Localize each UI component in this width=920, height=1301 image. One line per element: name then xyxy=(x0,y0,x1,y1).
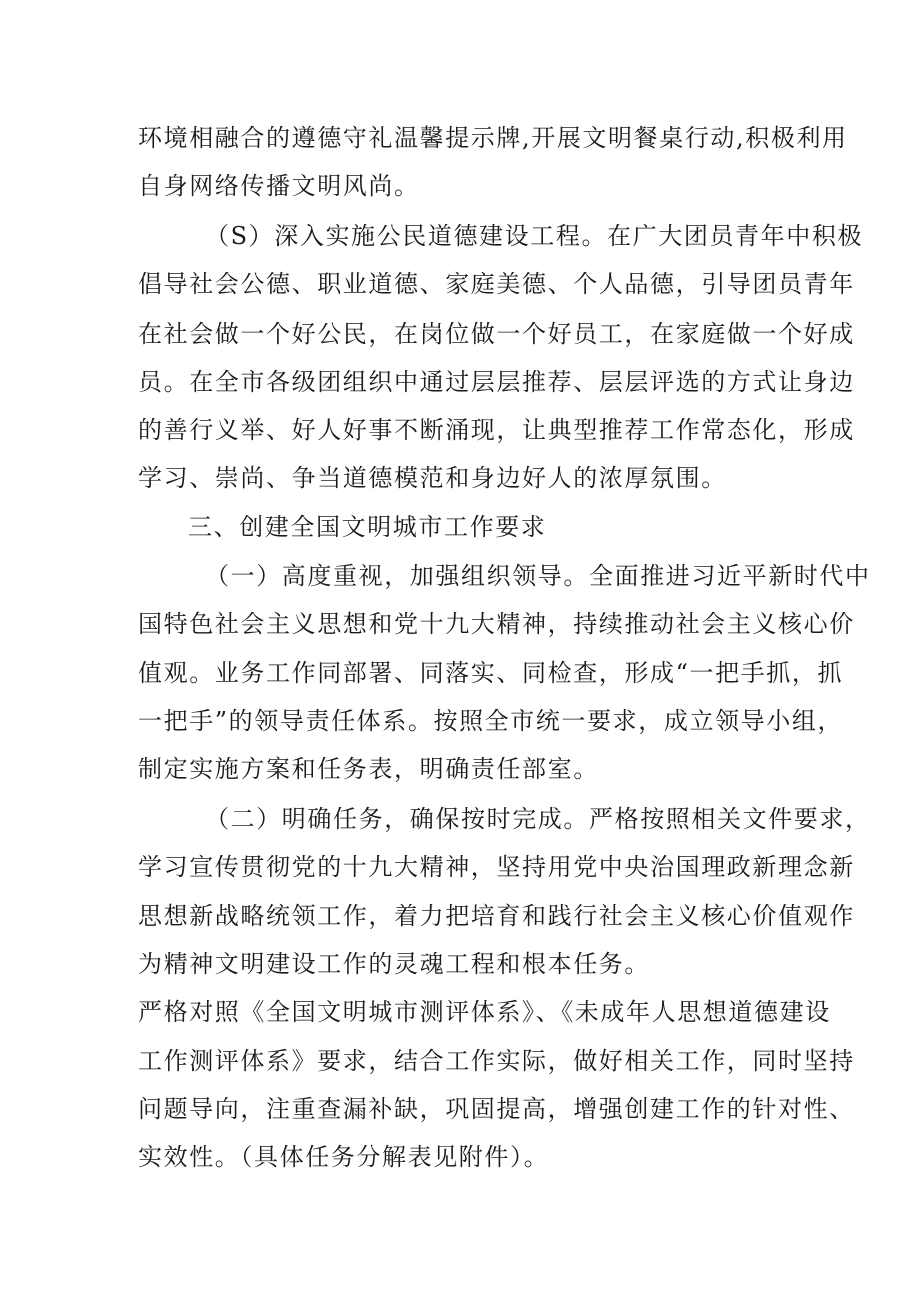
text-line-14: 制定实施方案和任务表，明确责任部室。 xyxy=(138,755,599,783)
text-line-8: 学习、崇尚、争当道德模范和身边好人的浓厚氛围。 xyxy=(138,464,727,492)
text-line-17: 思想新战略统领工作，着力把培育和践行社会主义核心价值观作 xyxy=(138,902,855,930)
text-line-22: 实效性。（具体任务分解表见附件）。 xyxy=(138,1143,550,1171)
paragraph-2-first-line: （二）明确任务，确保按时完成。严格按照相关文件要求， xyxy=(205,805,871,833)
text-line-11: 国特色社会主义思想和党十九大精神，持续推动社会主义核心价 xyxy=(138,610,855,638)
text-line-18: 为精神文明建设工作的灵魂工程和根本任务。 xyxy=(138,950,650,978)
text-line-13: 一把手”的领导责任体系。按照全市统一要求，成立领导小组， xyxy=(138,707,844,735)
text-line-16: 学习宣传贯彻党的十九大精神，坚持用党中央治国理政新理念新 xyxy=(138,853,855,881)
paragraph-1-first-line: （一）高度重视，加强组织领导。全面推进习近平新时代中 xyxy=(205,562,871,590)
paragraph-5-first-line: （S）深入实施公民道德建设工程。在广大团员青年中积极 xyxy=(205,222,864,250)
text-line-4: 倡导社会公德、职业道德、家庭美德、个人品德，引导团员青年 xyxy=(138,270,855,298)
text-line-5: 在社会做一个好公民，在岗位做一个好员工，在家庭做一个好成 xyxy=(138,320,855,348)
text-line-21: 问题导向，注重查漏补缺，巩固提高，增强创建工作的针对性、 xyxy=(138,1095,855,1123)
text-line-1: 环境相融合的遵德守礼温馨提示牌,开展文明餐桌行动,积极利用 xyxy=(138,124,848,152)
text-line-19: 严格对照《全国文明城市测评体系》、《未成年人思想道德建设 xyxy=(138,998,831,1026)
text-line-12: 值观。业务工作同部署、同落实、同检查，形成“一把手抓，抓 xyxy=(138,659,844,687)
section-heading: 三、创建全国文明城市工作要求 xyxy=(188,513,547,541)
text-line-6: 员。在全市各级团组织中通过层层推荐、层层评选的方式让身边 xyxy=(138,368,855,396)
text-line-7: 的善行义举、好人好事不断涌现，让典型推荐工作常态化，形成 xyxy=(138,416,855,444)
text-line-2: 自身网络传播文明风尚。 xyxy=(138,172,420,200)
text-line-20: 工作测评体系》要求，结合工作实际，做好相关工作，同时坚持 xyxy=(138,1047,855,1075)
